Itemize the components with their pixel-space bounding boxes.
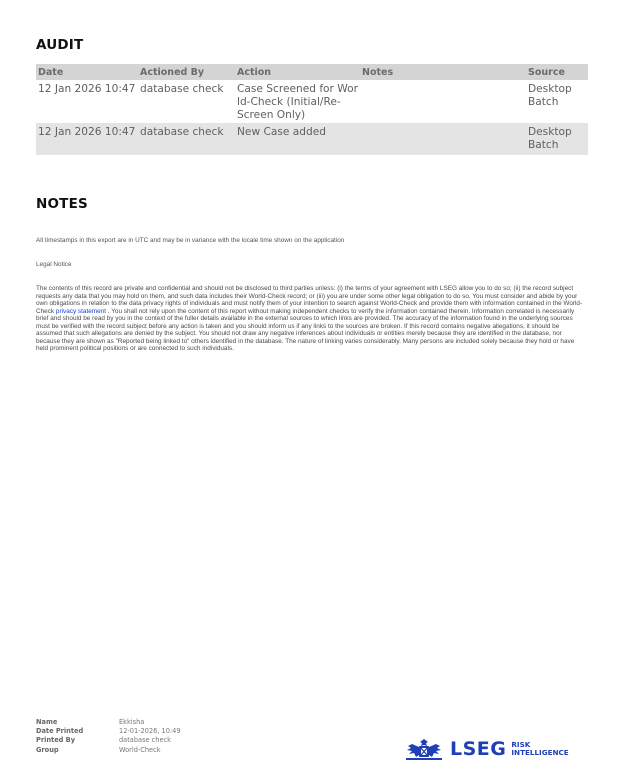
cell-action: Case Screened for Wor ld-Check (Initial/Re- Screen Only) (235, 80, 360, 123)
audit-title: AUDIT (36, 37, 84, 53)
footer-label-date-printed: Date Printed (36, 727, 84, 736)
cell-source: Desktop Batch (526, 123, 588, 155)
notes-title: NOTES (36, 196, 88, 212)
footer-value-name: Ekkisha (119, 718, 145, 726)
cell-date: 12 Jan 2026 10:47 (36, 80, 138, 123)
footer-value-date-printed: 12-01-2026, 10:49 (119, 727, 181, 736)
audit-table (36, 64, 588, 155)
cell-action: New Case added (235, 123, 360, 155)
risk-label: RISK (511, 740, 531, 749)
footer-value-printed-by: database check (119, 736, 171, 745)
audit-header-row (36, 64, 588, 80)
column-header-source: Source (526, 64, 588, 80)
lseg-wordmark: LSEG (450, 738, 507, 760)
cell-notes (360, 80, 526, 123)
footer-value-group: World-Check (119, 745, 161, 754)
cell-actioned-by: database check (138, 123, 235, 155)
privacy-statement-link[interactable]: privacy statement (55, 307, 106, 315)
column-header-notes: Notes (360, 64, 526, 80)
column-header-action: Action (235, 64, 360, 80)
cell-notes (360, 123, 526, 155)
legal-text-part-2: . You shall not rely upon the content of this report without making independent checks to verify the information contained therein. Information correlated is necessarily brief and should be read by you in the context of the fuller details available in the external sources to which links are provided. The accuracy of the information found in the underlying sources must be verified with the record subject before any action is taken and you should inform us if any links to the sources are broken. If this record contains negative allegations, it should be assumed that such allegations are denied by the subject. You should not draw any negative inferences about individuals or entities merely because they are identified in the database, nor because they are shown as "Reported being linked to" others identified in the database. The nature of linking varies considerably. Many persons are included solely because they hold or have held prominent political positions or are connected to such individuals. (36, 307, 575, 352)
cell-source: Desktop Batch (526, 80, 588, 123)
column-header-date: Date (36, 64, 138, 80)
table-row (36, 80, 588, 123)
table-row (36, 123, 588, 155)
column-header-actioned-by: Actioned By (138, 64, 235, 80)
footer-labels (36, 718, 83, 755)
footer-label-name: Name (36, 718, 58, 726)
lseg-logo (404, 736, 569, 762)
footer-label-printed-by: Printed By (36, 736, 76, 745)
utc-note: All timestamps in this export are in UTC and may be in variance with the locale time shown on the application (36, 237, 345, 244)
lseg-crest-icon (404, 737, 444, 761)
cell-actioned-by: database check (138, 80, 235, 123)
intelligence-label: INTELLIGENCE (511, 748, 569, 757)
legal-notice-body (36, 285, 586, 353)
risk-intelligence-label (511, 741, 568, 757)
cell-date: 12 Jan 2026 10:47 (36, 123, 138, 155)
legal-notice-title: Legal Notice (36, 261, 72, 268)
legal-text-part-1: The contents of this record are private and confidential and should not be disclosed to third parties unless: (i) the terms of your agreement with LSEG allow you to do so; (ii) the record subject requests any data that you may hold on them, and such data includes their World-Check record; or (iii) you are under some other legal obligation to do so. You must consider and abide by your own obligations in relation to the data privacy rights of individuals and must notify them of your intention to search against World-Check and provide them with information contained in the World-Check (36, 285, 583, 315)
footer-label-group: Group (36, 745, 59, 754)
footer-values (119, 718, 181, 755)
